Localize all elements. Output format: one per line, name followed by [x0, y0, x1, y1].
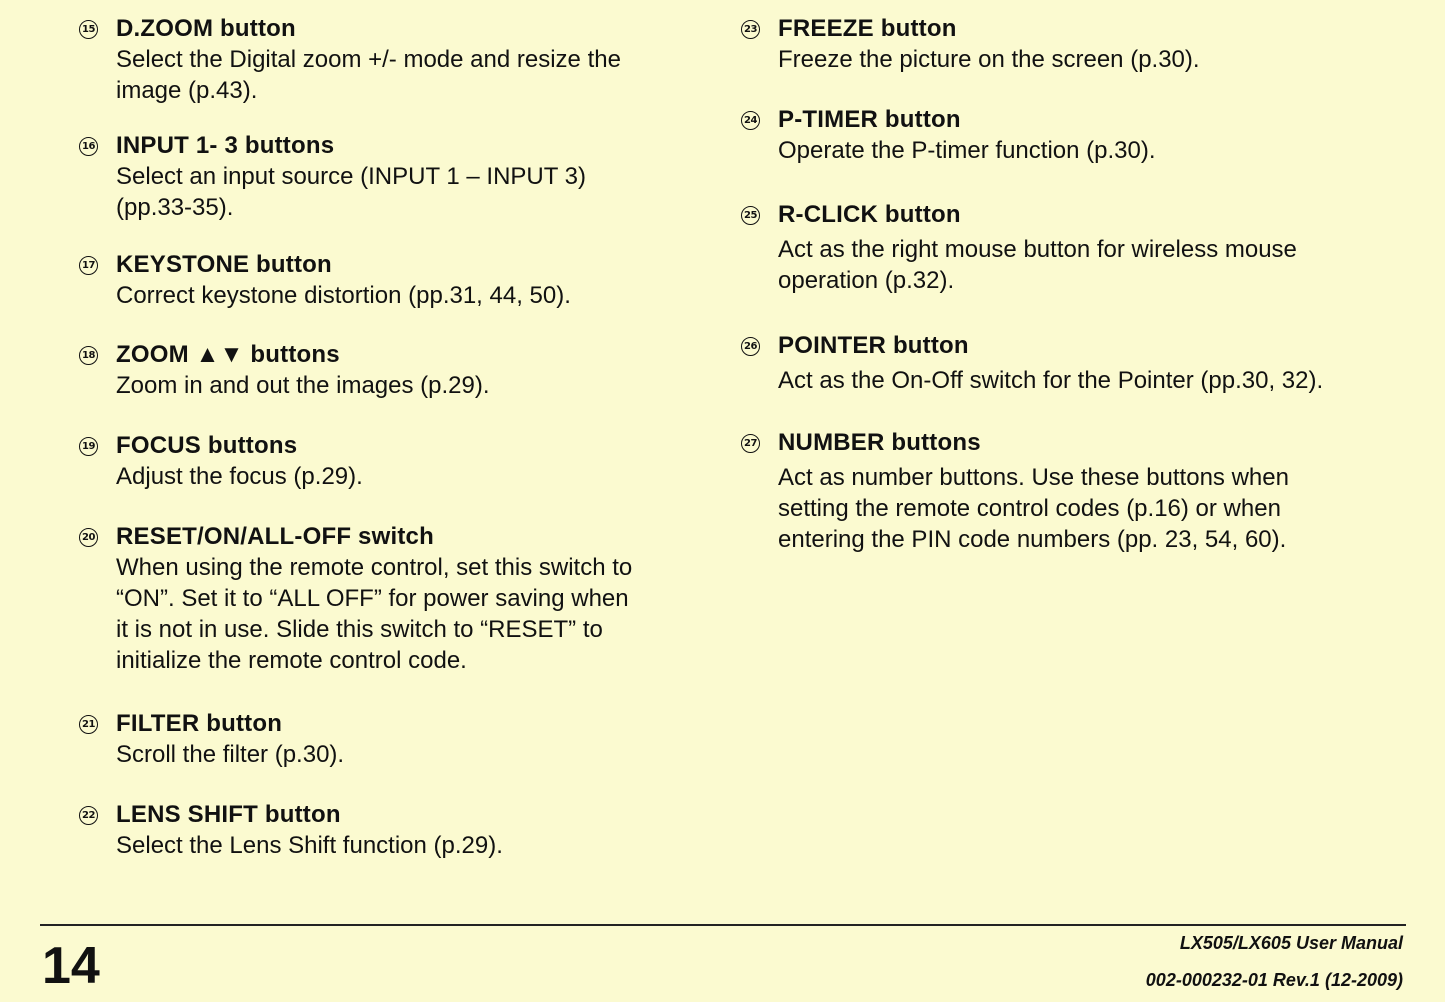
entry-title: POINTER button: [778, 332, 969, 359]
item-number-18: 18: [79, 346, 98, 365]
entry-input-buttons: [76, 131, 586, 223]
item-number-20: 20: [79, 528, 98, 547]
item-number-27: 27: [741, 434, 760, 453]
entry-zoom: [76, 340, 490, 401]
item-number-26: 26: [741, 337, 760, 356]
entry-description: Scroll the filter (p.30).: [116, 741, 345, 768]
entry-title: ZOOM ▲▼ buttons: [116, 341, 340, 368]
entry-number: [738, 428, 1289, 555]
entry-p-timer: [738, 105, 1156, 166]
item-number-25: 25: [741, 206, 760, 225]
item-number-22: 22: [79, 806, 98, 825]
entry-description: Operate the P-timer function (p.30).: [778, 137, 1156, 164]
entry-description: Select the Lens Shift function (p.29).: [116, 832, 503, 859]
manual-title: LX505/LX605 User Manual: [1179, 933, 1403, 953]
item-number-23: 23: [741, 20, 760, 39]
manual-revision: 002-000232-01 Rev.1 (12-2009): [1145, 970, 1403, 990]
entry-description: Act as the right mouse button for wireless mouse operation (p.32).: [778, 236, 1297, 294]
item-number-17: 17: [79, 256, 98, 275]
item-number-19: 19: [79, 437, 98, 456]
entry-description: Select the Digital zoom +/- mode and resize the image (p.43).: [116, 46, 621, 104]
entry-r-click: [738, 200, 1297, 296]
entry-description: When using the remote control, set this switch to “ON”. Set it to “ALL OFF” for power saving when it is not in use. Slide this switch to “RESET” to initialize the remote control code.: [116, 554, 633, 674]
footer-divider: [40, 924, 1406, 926]
entry-description: Select an input source (INPUT 1 – INPUT 3) (pp.33-35).: [116, 163, 586, 221]
entry-description: Act as the On-Off switch for the Pointer (pp.30, 32).: [778, 367, 1324, 394]
entry-description: Freeze the picture on the screen (p.30).: [778, 46, 1200, 73]
page-number: 14: [42, 937, 100, 995]
item-number-21: 21: [79, 715, 98, 734]
entry-title: RESET/ON/ALL-OFF switch: [116, 523, 434, 550]
item-number-24: 24: [741, 111, 760, 130]
entry-title: NUMBER buttons: [778, 429, 981, 456]
entry-title: P-TIMER button: [778, 106, 961, 133]
entry-description: Zoom in and out the images (p.29).: [116, 372, 490, 399]
entry-title: R-CLICK button: [778, 201, 961, 228]
entry-title: KEYSTONE button: [116, 251, 332, 278]
entry-title: LENS SHIFT button: [116, 801, 341, 828]
entry-title: INPUT 1- 3 buttons: [116, 132, 335, 159]
entry-focus: [76, 431, 363, 492]
entry-keystone: [76, 250, 571, 311]
entry-description: Adjust the focus (p.29).: [116, 463, 363, 490]
entry-description: Act as number buttons. Use these buttons when setting the remote control codes (p.16) or when entering the PIN code numbers (pp. 23, 54, 60).: [778, 464, 1289, 553]
item-number-15: 15: [79, 20, 98, 39]
entry-filter: [76, 709, 344, 770]
entry-title: FOCUS buttons: [116, 432, 298, 459]
item-number-16: 16: [79, 137, 98, 156]
entry-lens-shift: [76, 800, 503, 861]
entry-title: FILTER button: [116, 710, 283, 737]
entry-title: FREEZE button: [778, 15, 957, 42]
entry-pointer: [738, 331, 1323, 396]
entry-description: Correct keystone distortion (pp.31, 44, 50).: [116, 282, 571, 309]
entry-freeze: [738, 14, 1200, 75]
entry-reset-switch: [76, 522, 632, 676]
entry-title: D.ZOOM button: [116, 15, 296, 42]
entry-dzoom: [76, 14, 621, 106]
